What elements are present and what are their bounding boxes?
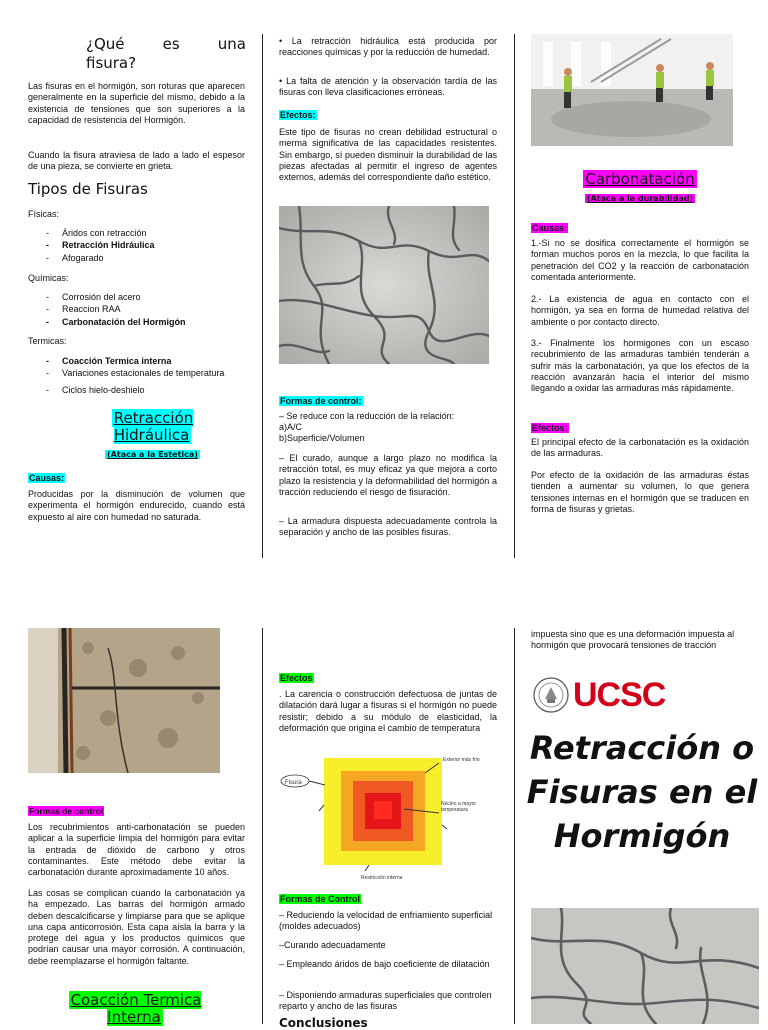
formas-text: – El curado, aunque a largo plazo no modifica la retracción total, es muy eficaz ya que mejora a corto plazo la resistencia y la deformabilidad del hormigón a tracción reduciendo el riesgo de fisuración.	[279, 453, 497, 497]
quimicas-list	[28, 291, 248, 328]
bullet-paragraph: • La falta de atención y la observación tardía de las fisuras con lleva clasificaciones erróneas.	[279, 76, 497, 98]
formas-item: – Empleando áridos de bajo coeficiente de dilatación	[279, 959, 490, 969]
list-item: - Carbonatación del Hormigón	[28, 316, 248, 328]
column-divider	[514, 34, 515, 558]
tipos-heading: Tipos de Fisuras	[28, 180, 148, 198]
column-divider	[514, 628, 515, 1024]
coaccion-title: Coacción Termica Interna	[70, 991, 202, 1026]
termicas-label: Termicas:	[28, 336, 67, 346]
efectos-paragraph: Por efecto de la oxidación de las armaduras éstas tienden a aumentar su volumen, lo que genera tensiones internas en el hormigón que se traducen en forma de fisuras y grietas.	[531, 470, 749, 514]
formas-text: b)Superficie/Volumen	[279, 433, 365, 443]
termicas-list	[28, 355, 253, 396]
efectos-label: Efectos:	[532, 423, 568, 433]
list-item: - Afogarado	[28, 252, 248, 264]
carbonatacion-title: Carbonatación (Ataca a la durabilidad)	[585, 170, 695, 203]
retraccion-title: Retracción Hidráulica (Ataca a la Estetica)	[107, 409, 198, 459]
fisicas-label: Físicas:	[28, 209, 60, 219]
formas-item: – Disponiendo armaduras superficiales que controlen reparto y ancho de las fisuras	[279, 990, 492, 1012]
column-divider	[262, 628, 263, 1024]
efectos-paragraph: Este tipo de fisuras no crean debilidad estructural o merma significativa de las capacidades resistentes. Sin embargo, sí pueden disminuir la durabilidad de las piezas afectadas al permitir el ingreso de agentes externos, además del correspondiente daño estético.	[279, 127, 497, 183]
causa-paragraph: 1.-Si no se dosifica correctamente el hormigón se forman muchos poros en la mezcla, lo que facilita la penetración del CO2 y la reacción de carbonatación comentada anteriormente.	[531, 238, 749, 282]
list-item: - Variaciones estacionales de temperatura	[28, 367, 253, 379]
efectos-paragraph: . La carencia o construcción defectuosa de juntas de dilatación dará lugar a fisuras si el hormigón no puede resistir; debido a su módulo de elasticidad, la deformación que origina el cambio de temperatura	[279, 689, 497, 733]
efectos-paragraph: El principal efecto de la carbonatación es la oxidación de las armaduras.	[531, 437, 749, 459]
column-divider	[262, 34, 263, 558]
fisicas-list	[28, 227, 248, 264]
efectos-label: Efectos:	[280, 110, 316, 120]
formas-text: – La armadura dispuesta adecuadamente controla la separación y ancho de las posibles fisuras.	[279, 516, 497, 538]
diagram-label-nucleo: Núcleo a mayor temperatura	[441, 801, 477, 813]
bullet-paragraph: • La retracción hidráulica está producida por reacciones químicas y por la reducción de humedad.	[279, 36, 497, 58]
formas-item: –Curando adecuadamente	[279, 940, 386, 950]
list-item: - Corrosión del acero	[28, 291, 248, 303]
formas-label: Formas de control	[29, 806, 104, 816]
list-item: - Retracción Hidráulica	[28, 239, 248, 251]
formas-text: a)A/C	[279, 422, 303, 432]
causas-paragraph: Producidas por la disminución de volumen que experimenta el hormigón endurecido, cuando está expuesto al aire con humedad no saturada.	[28, 489, 245, 522]
university-seal-icon	[533, 677, 569, 713]
rusted-rebar-photo	[28, 628, 220, 773]
causa-paragraph: 3.- Finalmente los hormigones con un escaso recubrimiento de las armaduras también tenderán a sufrir más la carbonatación, ya que los efectos de la reacción avanzarán hacia el interior del mismo llegando a oxidar las armaduras más rápidamente.	[531, 338, 749, 394]
efectos-label: Efectos	[280, 673, 313, 683]
causas-label: Causas:	[29, 473, 65, 483]
causa-paragraph: 2.- La existencia de agua en contacto con el hormigón, ya sea en forma de humedad relativa del ambiente o por contacto directo.	[531, 294, 749, 327]
cover-cracked-photo	[531, 908, 759, 1024]
formas-item: – Reduciendo la velocidad de enfriamiento superficial (moldes adecuados)	[279, 910, 493, 932]
carry-paragraph: impuesta sino que es una deformación impuesta al hormigón que provocará tensiones de tracción	[531, 629, 735, 651]
formas-paragraph: Los recubrimientos anti-carbonatación se pueden aplicar a la superficie limpia del hormigón para evitar la entrada de dióxido de carbono y otros contaminantes. Este método debe evitar la carbonatación durante aproximadamente 10 años.	[28, 822, 245, 878]
cracked-concrete-photo	[279, 206, 489, 364]
question-heading: ¿Qué es una fisura?	[86, 35, 246, 72]
thermal-diagram	[279, 755, 489, 883]
diagram-caption: Restricción interna	[361, 875, 403, 881]
list-item: - Coacción Termica interna	[28, 355, 253, 367]
quimicas-label: Químicas:	[28, 273, 69, 283]
formas-label: Formas de control:	[280, 396, 362, 406]
formas-text: – Se reduce con la reducción de la relación:	[279, 411, 455, 421]
list-item: - Áridos con retracción	[28, 227, 248, 239]
formas-paragraph: Las cosas se complican cuando la carbonatación ya ha empezado. Las barras del hormigón armado deben descalcificarse y limpiarse para que se aplique una capa anticorrosión. Esta capa aísla la barra y la protege del agua y los productos químicos que podrían causar una mayor corrosión. A continuación, debe reemplazarse el hormigón faltante.	[28, 888, 245, 966]
workers-floor-photo	[531, 34, 733, 146]
diagram-label-exterior: Exterior más frío	[443, 757, 480, 763]
formas-label: Formas de Control	[280, 894, 361, 904]
grieta-paragraph: Cuando la fisura atraviesa de lado a lado el espesor de una pieza, se convierte en grieta.	[28, 150, 245, 172]
cover-title: Retracción o Fisuras en el Hormigón	[526, 729, 758, 855]
list-item: - Reaccion RAA	[28, 303, 248, 315]
conclusiones-heading: Conclusiones	[279, 1016, 368, 1030]
ucsc-logo-text: UCSC	[573, 676, 666, 714]
list-item: - Ciclos hielo-deshielo	[28, 384, 253, 396]
intro-paragraph: Las fisuras en el hormigón, son roturas que aparecen generalmente en la superficie del mismo, debido a la existencia de tensiones que son superiores a la capacidad de resistencia del Hormigón.	[28, 81, 245, 125]
diagram-label-fisura: Fisura	[285, 780, 302, 786]
causas-label: Causas:	[532, 223, 568, 233]
